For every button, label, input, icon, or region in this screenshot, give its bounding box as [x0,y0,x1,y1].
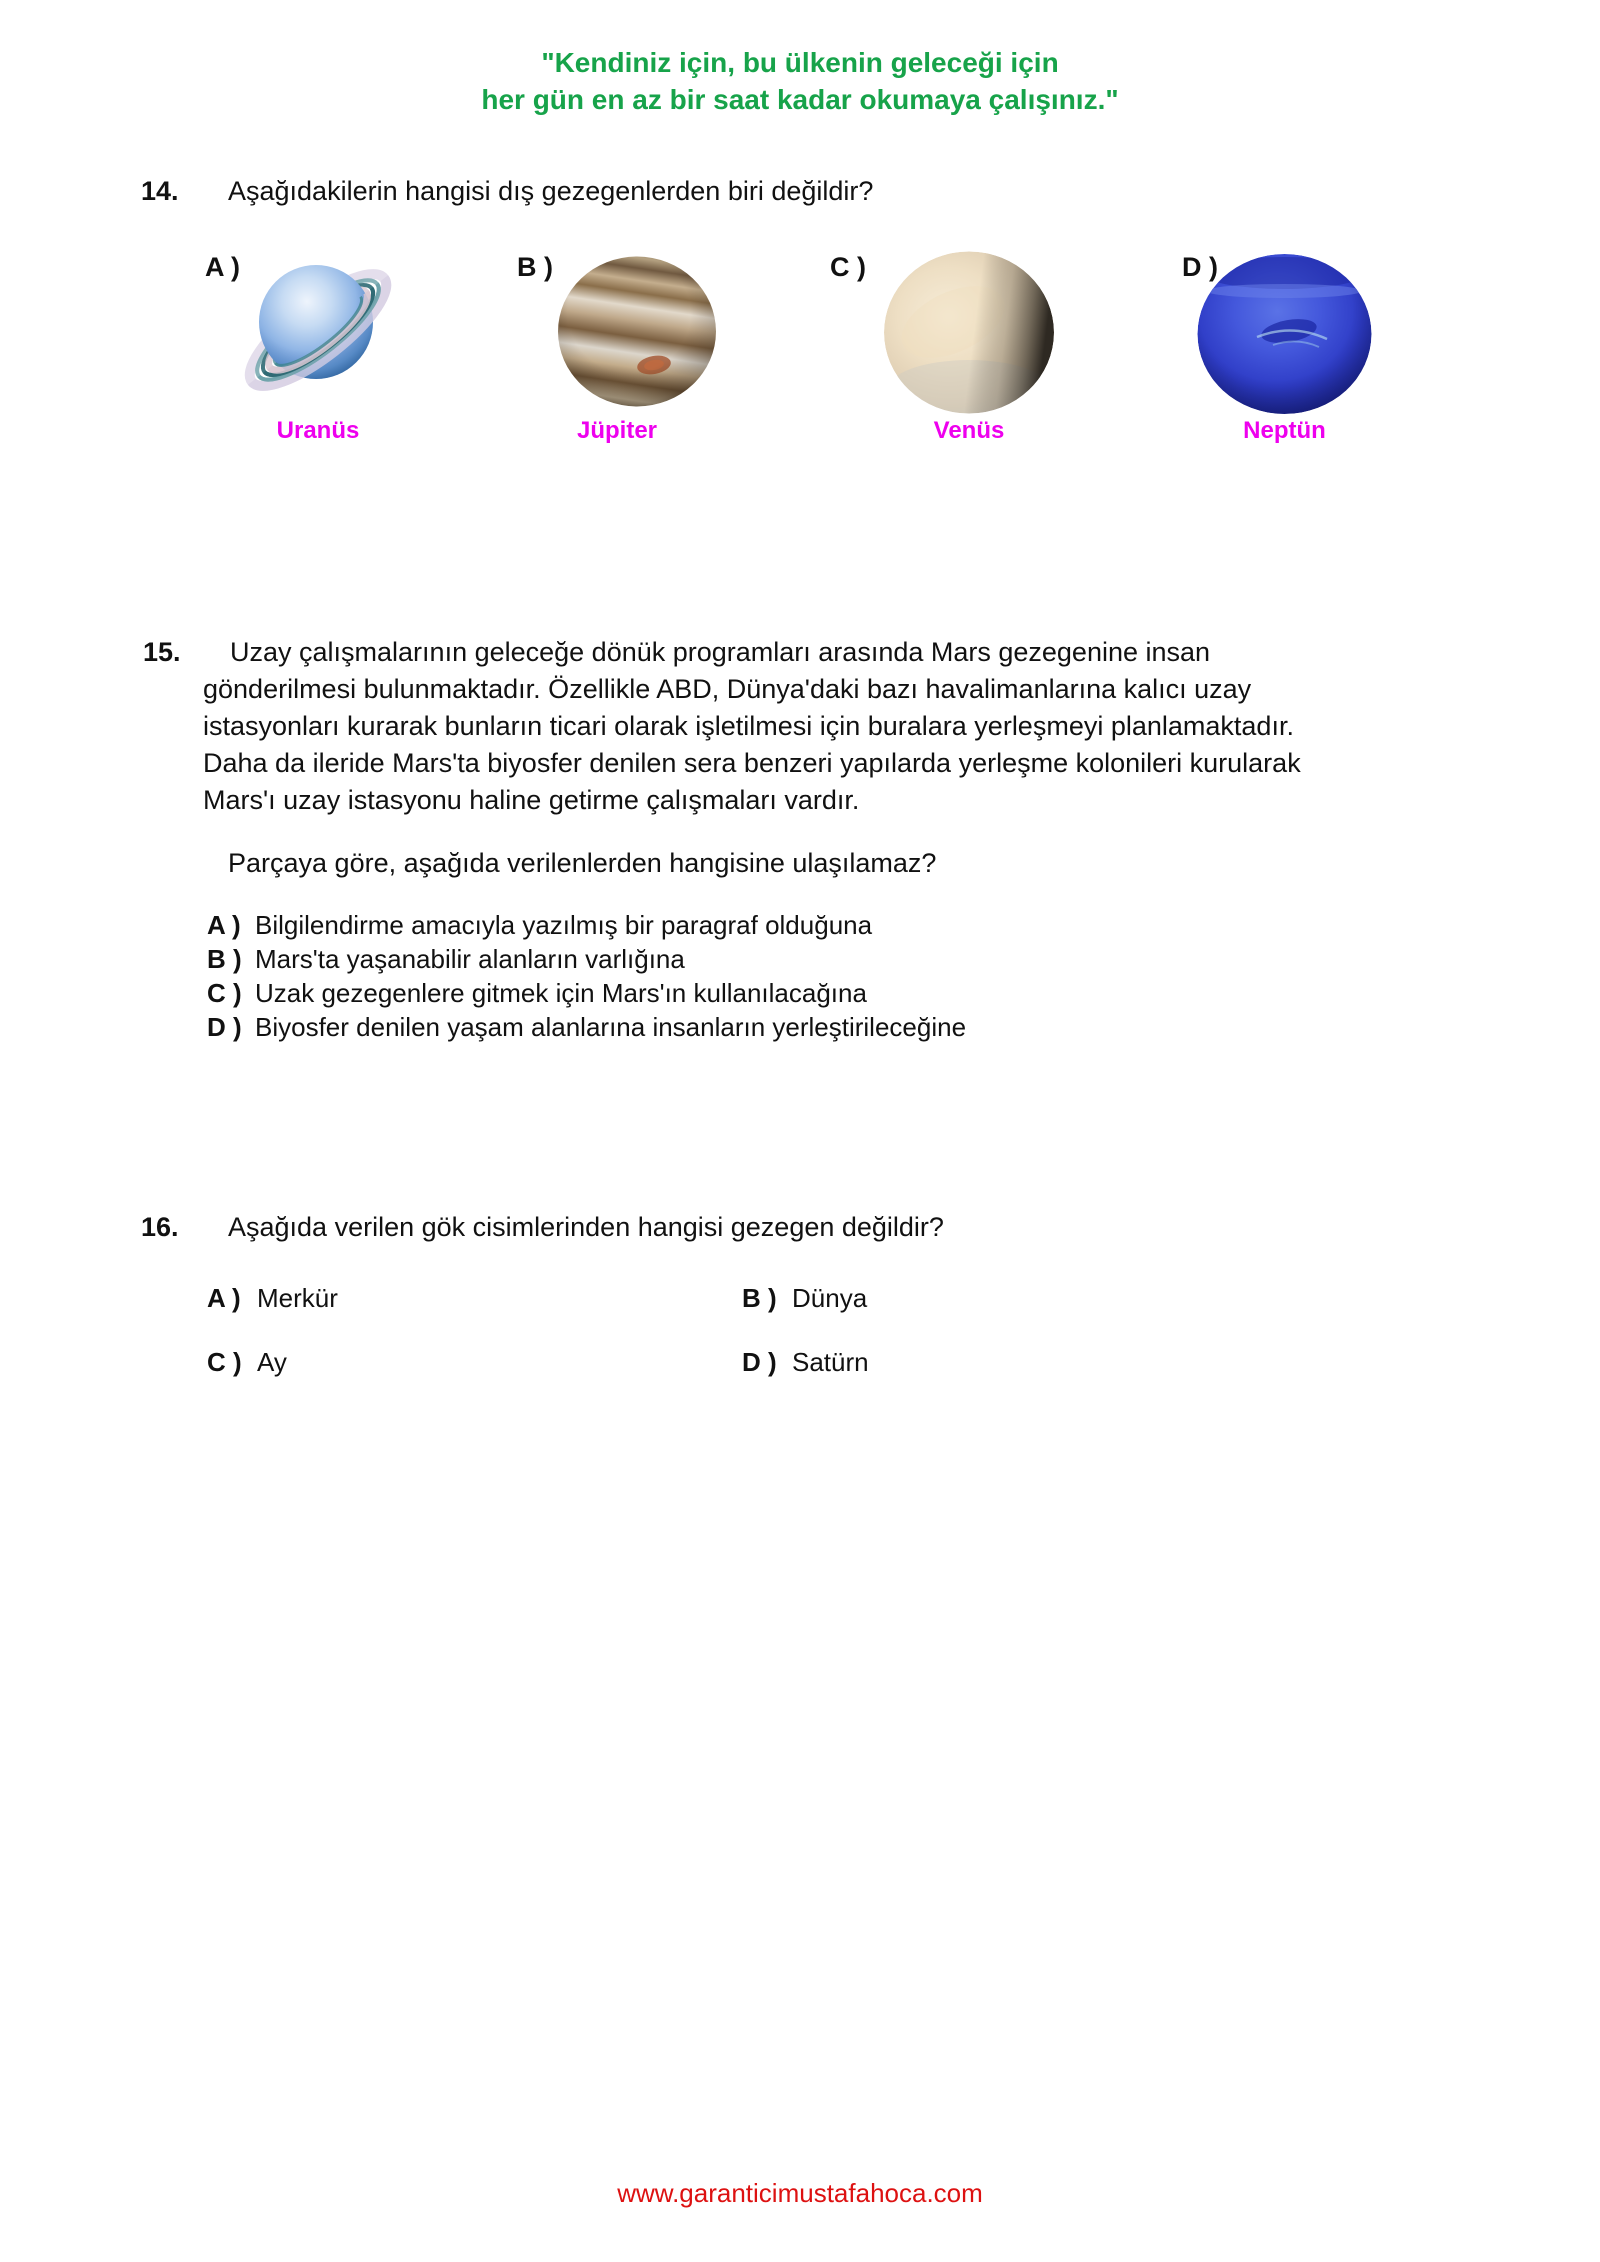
q14-option-b[interactable] [517,236,727,451]
q16-option-b[interactable] [742,1283,1277,1313]
q16-option-d-letter: D ) [742,1347,777,1377]
question-14 [141,176,873,207]
q15-option-c[interactable] [207,976,966,1010]
q16-option-b-text: Dünya [792,1283,868,1313]
q16-option-a-letter: A ) [207,1283,241,1313]
question-14-text: Aşağıdakilerin hangisi dış gezegenlerden biri değildir? [228,176,874,206]
q15-option-a-letter: A ) [207,910,241,940]
q14-option-c-label: Venüs [933,417,1005,444]
q16-option-d-text: Satürn [792,1347,869,1377]
q16-option-d[interactable] [742,1347,1277,1377]
question-15-number: 15. [143,637,181,667]
q16-option-a-text: Merkür [257,1283,338,1313]
q14-option-d-letter: D ) [1182,252,1218,282]
footer-url: www.garanticimustafahoca.com [617,2178,983,2208]
question-14-number: 14. [141,176,179,206]
q16-option-c-text: Ay [257,1347,287,1377]
q14-option-d-label: Neptün [1243,417,1326,444]
q14-option-b-letter: B ) [517,252,553,282]
motivation-quote [0,44,1600,118]
q15-option-c-letter: C ) [207,978,242,1008]
q14-option-a-letter: A ) [205,252,240,282]
question-16-text: Aşağıda verilen gök cisimlerinden hangisi gezegen değildir? [228,1212,944,1242]
jupiter-planet-image [557,255,717,408]
q14-option-a[interactable] [205,236,405,451]
question-15-passage: Uzay çalışmalarının geleceğe dönük programları arasında Mars gezegenine insan gönderilmesi bulunmaktadır. Özellikle ABD, Dünya'daki bazı havalimanlarına kalıcı uzay istasyonları kurarak bunların ticari olarak işletilmesi için buralara yerleşmeyi planlamaktadır. Daha da ileride Mars'ta biyosfer denilen sera benzeri yapılarda yerleşme kolonileri kurularak Mars'ı uzay istasyonu haline getirme çalışmaları vardır. [203,637,1301,815]
q14-option-a-label: Uranüs [276,417,360,444]
q14-option-b-label: Jüpiter [576,417,657,444]
q16-option-c[interactable] [207,1347,742,1377]
question-15 [143,634,1358,819]
q16-option-b-letter: B ) [742,1283,777,1313]
question-15-options [207,908,966,1044]
question-15-stem: Parçaya göre, aşağıda verilenlerden hangisine ulaşılamaz? [228,848,937,878]
quote-line-2: her gün en az bir saat kadar okumaya çalışınız." [481,84,1119,115]
question-16 [141,1212,944,1243]
q15-option-b-letter: B ) [207,944,242,974]
uranus-planet-image [238,238,398,410]
q15-option-b[interactable] [207,942,966,976]
venus-planet-image [883,250,1055,415]
neptune-planet-image [1197,253,1372,415]
q14-option-d[interactable] [1182,236,1382,451]
q15-option-c-text: Uzak gezegenlere gitmek için Mars'ın kullanılacağına [255,978,867,1008]
q15-option-d-letter: D ) [207,1012,242,1042]
quote-line-1: "Kendiniz için, bu ülkenin geleceği için [541,47,1059,78]
question-16-number: 16. [141,1212,179,1242]
q15-option-d[interactable] [207,1010,966,1044]
q16-option-a[interactable] [207,1283,742,1313]
q15-option-b-text: Mars'ta yaşanabilir alanların varlığına [255,944,685,974]
q15-option-a[interactable] [207,908,966,942]
q14-option-c[interactable] [830,236,1065,451]
q15-option-d-text: Biyosfer denilen yaşam alanlarına insanların yerleştirileceğine [255,1012,967,1042]
q16-option-c-letter: C ) [207,1347,242,1377]
q14-option-c-letter: C ) [830,252,866,282]
question-16-options [207,1283,1327,1411]
q15-option-a-text: Bilgilendirme amacıyla yazılmış bir paragraf olduğuna [255,910,873,940]
